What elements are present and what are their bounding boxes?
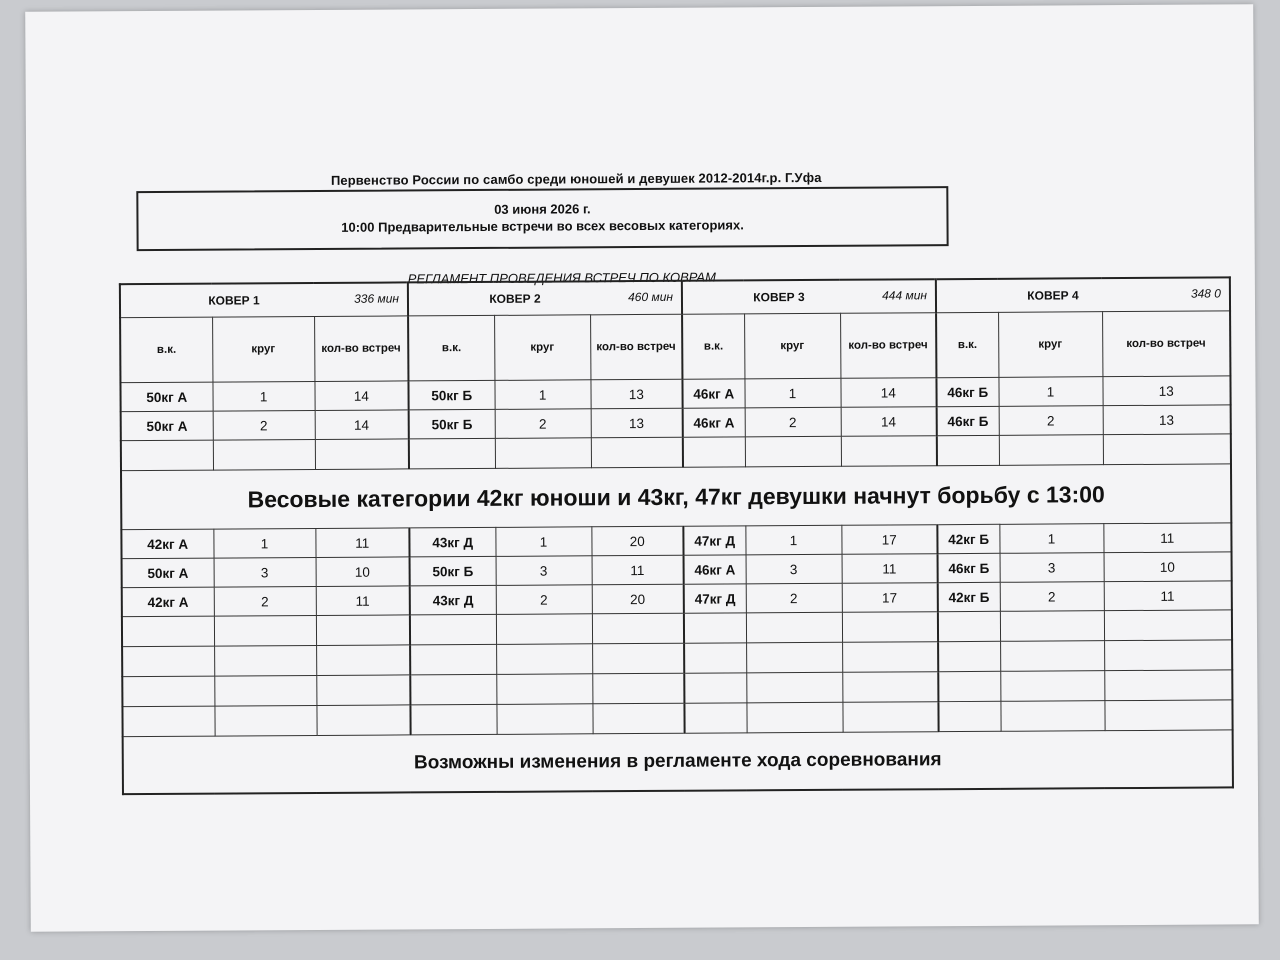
- bout-count-cell: 10: [1104, 552, 1232, 582]
- bout-count-cell: 11: [316, 586, 410, 616]
- round-cell: 1: [998, 377, 1102, 407]
- round-cell: 3: [496, 556, 592, 586]
- col-header-round: круг: [212, 317, 314, 383]
- weight-category-cell: 42кг А: [121, 529, 213, 559]
- col-header-category: в.к.: [936, 312, 998, 377]
- weight-category-cell: 46кг А: [683, 408, 745, 437]
- mat-1-header: КОВЕР 1 336 мин: [120, 282, 408, 317]
- column-header-row: [120, 311, 1230, 383]
- schedule-table: [119, 276, 1234, 795]
- weight-category-cell: 46кг Б: [938, 553, 1000, 582]
- date-line: 03 июня 2026 г.: [494, 201, 591, 217]
- bout-count-cell: 17: [842, 583, 938, 613]
- col-header-count: кол-во встреч: [840, 313, 936, 379]
- round-cell: 2: [746, 583, 842, 613]
- round-cell: 2: [214, 586, 316, 616]
- bout-count-cell: 20: [592, 584, 684, 614]
- bout-count-cell: 11: [842, 554, 938, 584]
- round-cell: 1: [744, 378, 840, 408]
- weight-category-cell: 50кг Б: [409, 409, 495, 439]
- col-header-category: в.к.: [120, 317, 212, 383]
- weight-category-cell: 50кг А: [120, 382, 212, 412]
- bout-count-cell: 14: [315, 410, 409, 440]
- round-cell: 2: [496, 585, 592, 615]
- col-header-count: кол-во встреч: [314, 316, 408, 382]
- mat-3-header: КОВЕР 3 444 мин: [682, 279, 936, 314]
- mat-2-header: КОВЕР 2 460 мин: [408, 281, 682, 316]
- weight-category-cell: 42кг Б: [938, 582, 1000, 611]
- col-header-count: кол-во встреч: [590, 314, 682, 380]
- footer-note: Возможны изменения в регламенте хода соревнования: [123, 730, 1233, 794]
- round-cell: 1: [999, 524, 1103, 554]
- round-cell: 3: [1000, 553, 1104, 583]
- weight-category-cell: 46кг А: [684, 555, 746, 584]
- weight-category-cell: 50кг А: [121, 411, 213, 441]
- bout-count-cell: 13: [1103, 405, 1231, 435]
- weight-category-cell: 50кг Б: [410, 556, 496, 586]
- bout-count-cell: 13: [1102, 376, 1230, 406]
- round-cell: 2: [999, 406, 1103, 436]
- start-description: 10:00 Предварительные встречи во всех весовых категориях.: [341, 217, 744, 235]
- paper-sheet: [25, 4, 1259, 931]
- afternoon-rows: [121, 523, 1232, 617]
- round-cell: 1: [745, 525, 841, 555]
- round-cell: 2: [1000, 582, 1104, 612]
- morning-rows: [120, 376, 1230, 441]
- bout-count-cell: 17: [841, 525, 937, 555]
- weight-category-cell: 46кг А: [682, 379, 744, 408]
- round-cell: 3: [214, 557, 316, 587]
- round-cell: 1: [212, 381, 314, 411]
- bout-count-cell: 10: [316, 557, 410, 587]
- weight-category-cell: 50кг Б: [408, 380, 494, 410]
- bout-count-cell: 20: [591, 526, 683, 556]
- weight-category-cell: 42кг А: [122, 587, 214, 617]
- bout-count-cell: 14: [841, 407, 937, 437]
- document-title: Первенство России по самбо среди юношей и девушек 2012-2014г.р. Г.Уфа: [330, 169, 822, 188]
- bout-count-cell: 11: [592, 555, 684, 585]
- col-header-round: круг: [998, 312, 1102, 378]
- bout-count-cell: 11: [315, 528, 409, 558]
- banner-row: [121, 464, 1231, 530]
- bout-count-cell: 11: [1103, 523, 1231, 553]
- col-header-count: кол-во встреч: [1102, 311, 1230, 377]
- round-cell: 3: [746, 554, 842, 584]
- round-cell: 1: [494, 380, 590, 410]
- bout-count-cell: 11: [1104, 581, 1232, 611]
- weight-category-cell: 43кг Д: [410, 585, 496, 615]
- bout-count-cell: 14: [840, 378, 936, 408]
- schedule-caption: РЕГЛАМЕНТ ПРОВЕДЕНИЯ ВСТРЕЧ ПО КОВРАМ: [407, 269, 716, 287]
- date-box: [136, 186, 948, 251]
- col-header-round: круг: [494, 315, 590, 381]
- col-header-category: в.к.: [682, 314, 744, 379]
- round-cell: 1: [213, 528, 315, 558]
- mat-header-row: [120, 277, 1230, 317]
- round-cell: 2: [495, 409, 591, 439]
- weight-category-cell: 46кг Б: [936, 377, 998, 406]
- weight-category-cell: 47кг Д: [684, 584, 746, 613]
- round-cell: 1: [495, 527, 591, 557]
- bout-count-cell: 13: [591, 408, 683, 438]
- round-cell: 2: [745, 407, 841, 437]
- col-header-category: в.к.: [408, 315, 494, 381]
- weight-category-cell: 42кг Б: [937, 524, 999, 553]
- col-header-round: круг: [744, 313, 840, 379]
- weight-category-cell: 47кг Д: [683, 526, 745, 555]
- weight-category-cell: 43кг Д: [409, 527, 495, 557]
- bout-count-cell: 14: [314, 381, 408, 411]
- mat-4-header: КОВЕР 4 348 0: [936, 277, 1230, 312]
- weight-category-cell: 46кг Б: [937, 406, 999, 435]
- footer-row: [123, 730, 1233, 794]
- bout-count-cell: 13: [590, 379, 682, 409]
- weight-category-cell: 50кг А: [122, 558, 214, 588]
- round-cell: 2: [213, 410, 315, 440]
- banner-text: Весовые категории 42кг юноши и 43кг, 47кг девушки начнут борьбу с 13:00: [121, 464, 1231, 530]
